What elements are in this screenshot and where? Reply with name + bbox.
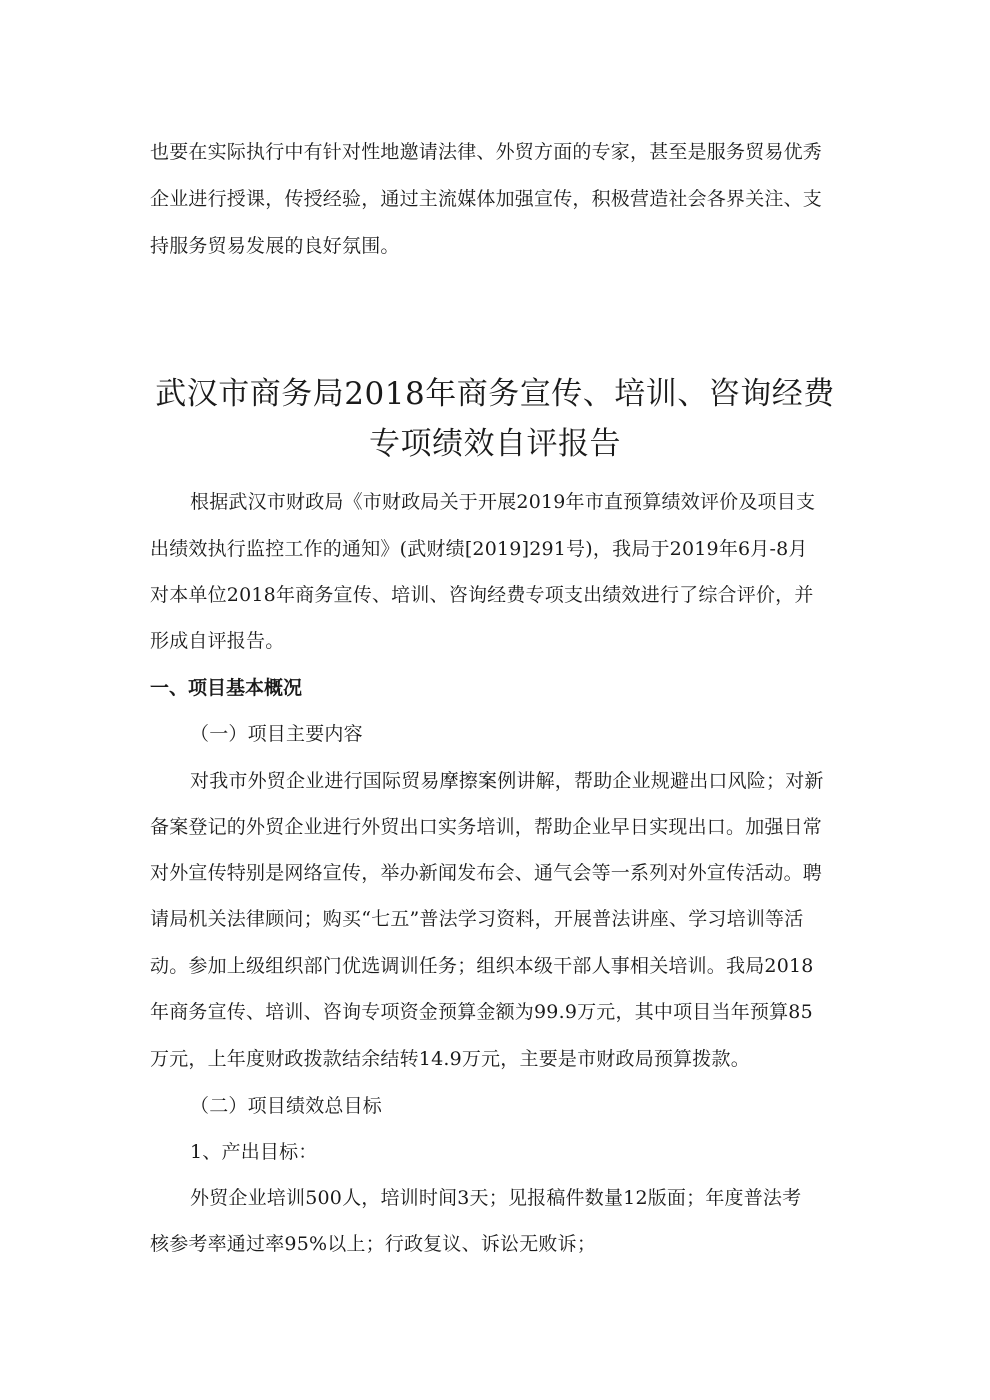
output-goal-line-2: 核参考率通过率95%以上；行政复议、诉讼无败诉； xyxy=(150,1233,597,1255)
content-line-5: 动。参加上级组织部门优选调训任务；组织本级干部人事相关培训。我局2018 xyxy=(150,955,814,977)
opening-line-1: 根据武汉市财政局《市财政局关于开展2019年市直预算绩效评价及项目支 xyxy=(190,491,816,513)
content-line-7: 万元，上年度财政拨款结余结转14.9万元，主要是市财政局预算拨款。 xyxy=(150,1048,750,1070)
content-line-3: 对外宣传特别是网络宣传，举办新闻发布会、通气会等一系列对外宣传活动。聘 xyxy=(150,862,823,884)
content-line-1: 对我市外贸企业进行国际贸易摩擦案例讲解，帮助企业规避出口风险；对新 xyxy=(190,770,824,792)
report-title-line-1: 武汉市商务局2018年商务宣传、培训、咨询经费 xyxy=(155,376,835,412)
intro-line-2: 企业进行授课，传授经验，通过主流媒体加强宣传，积极营造社会各界关注、支 xyxy=(150,188,823,210)
opening-line-3: 对本单位2018年商务宣传、培训、咨询经费专项支出绩效进行了综合评价，并 xyxy=(150,584,814,606)
subsection-1-heading: （一）项目主要内容 xyxy=(190,723,363,745)
opening-line-2: 出绩效执行监控工作的通知》(武财绩[2019]291号)，我局于2019年6月-8月 xyxy=(150,538,808,560)
output-goal-heading: 1、产出目标： xyxy=(190,1141,318,1163)
opening-line-4: 形成自评报告。 xyxy=(150,630,285,652)
intro-line-1: 也要在实际执行中有针对性地邀请法律、外贸方面的专家，甚至是服务贸易优秀 xyxy=(150,141,823,163)
intro-line-3: 持服务贸易发展的良好氛围。 xyxy=(150,235,400,257)
content-line-6: 年商务宣传、培训、咨询专项资金预算金额为99.9万元，其中项目当年预算85 xyxy=(150,1001,813,1023)
subsection-2-heading: （二）项目绩效总目标 xyxy=(190,1095,383,1117)
content-line-4: 请局机关法律顾问；购买“七五”普法学习资料，开展普法讲座、学习培训等活 xyxy=(150,908,804,930)
section-1-heading: 一、项目基本概况 xyxy=(150,677,303,699)
content-line-2: 备案登记的外贸企业进行外贸出口实务培训，帮助企业早日实现出口。加强日常 xyxy=(150,816,823,838)
output-goal-line-1: 外贸企业培训500人，培训时间3天；见报稿件数量12版面；年度普法考 xyxy=(190,1187,802,1209)
report-title-line-2: 专项绩效自评报告 xyxy=(369,426,621,462)
